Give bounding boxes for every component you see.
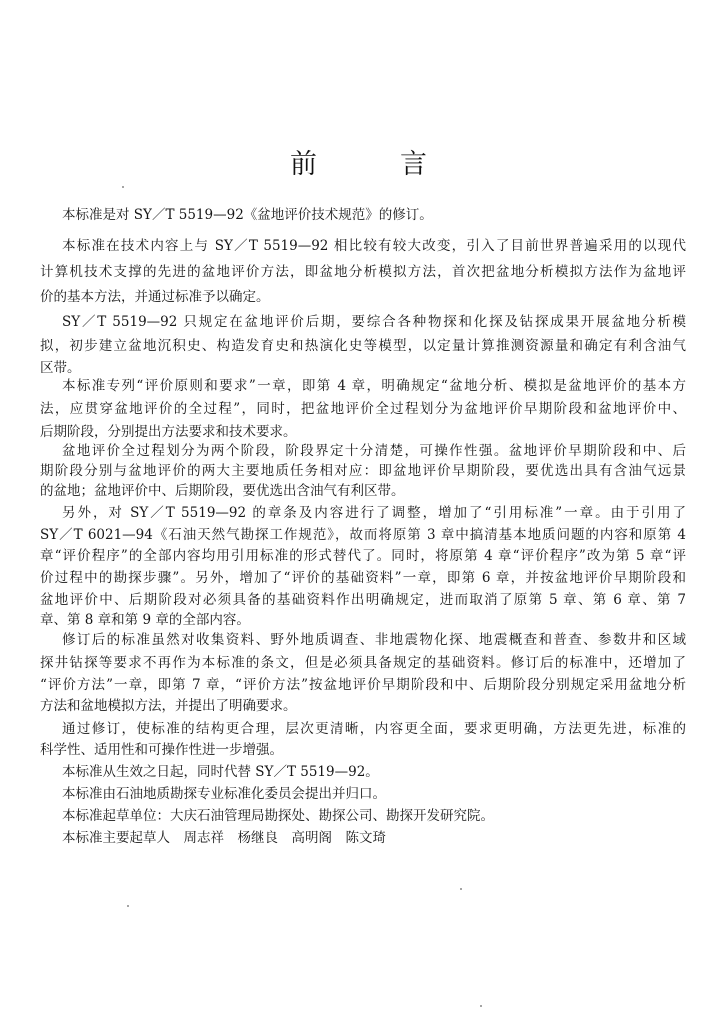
paragraph-line: 修订后的标准虽然对收集资料、野外地质调查、非地震物化探、地震概查和普查、参数井和区域	[62, 632, 686, 648]
paragraph-line: 另外，对 SY／T 5519—92 的章条及内容进行了调整，增加了“引用标准”一章。由于引用了	[62, 505, 686, 521]
paragraph-line: 本标准由石油地质勘探专业标准化委员会提出并归口。	[62, 786, 386, 802]
scan-speck	[460, 888, 462, 890]
paragraph-line: 价过程中的勘探步骤”。另外，增加了“评价的基础资料”一章，即第 6 章，并按盆地评价早期阶段和	[40, 570, 686, 586]
paragraph-line: 本标准从生效之日起，同时代替 SY／T 5519—92。	[62, 764, 379, 780]
paragraph-line: 章、第 8 章和第 9 章的全部内容。	[40, 612, 250, 628]
paragraph-line: 价的基本方法，并通过标准予以确定。	[40, 289, 270, 305]
title-char-2: 言	[400, 149, 427, 180]
paragraph-line: “评价方法”一章，即第 7 章，“评价方法”按盆地评价早期阶段和中、后期阶段分别规定采用盆地分析	[40, 677, 686, 693]
paragraph-line: SY／T 6021—94《石油天然气勘探工作规范》，故而将原第 3 章中搞清基本地质问题的内容和原第 4	[40, 527, 686, 543]
paragraph-line: 本标准是对 SY／T 5519—92《盆地评价技术规范》的修订。	[62, 207, 433, 223]
paragraph-line: 本标准在技术内容上与 SY／T 5519—92 相比较有较大改变，引入了目前世界普遍采用的以现代	[62, 238, 686, 254]
paragraph-line: 本标准起草单位：大庆石油管理局勘探处、勘探公司、勘探开发研究院。	[62, 808, 494, 824]
paragraph-line: 盆地评价中、后期阶段对必须具备的基础资料作出明确规定，进而取消了原第 5 章、第 6 章、第 7	[40, 592, 686, 608]
title-char-1: 前	[290, 149, 317, 180]
scan-speck	[122, 186, 124, 188]
paragraph-line: 区带。	[40, 360, 81, 376]
paragraph-line: 通过修订，使标准的结构更合理，层次更清晰，内容更全面，要求更明确，方法更先进，标准的	[62, 721, 686, 737]
paragraph-line: 方法和盆地模拟方法，并提出了明确要求。	[40, 698, 297, 714]
paragraph-line: 本标准专列“评价原则和要求”一章，即第 4 章，明确规定“盆地分析、模拟是盆地评价的基本方	[62, 378, 686, 394]
paragraph-line: 盆地评价全过程划分为两个阶段，阶段界定十分清楚，可操作性强。盆地评价早期阶段和中、后	[62, 443, 686, 459]
scan-speck	[127, 905, 129, 907]
paragraph-line: 拟，初步建立盆地沉积史、构造发育史和热演化史等模型，以定量计算推测资源量和确定有利含油气	[40, 338, 686, 354]
paragraph-line: 的盆地；盆地评价中、后期阶段，要优选出含油气有利区带。	[40, 483, 405, 499]
paragraph-line: 期阶段分别与盆地评价的两大主要地质任务相对应：即盆地评价早期阶段，要优选出具有含油气远景	[40, 463, 686, 479]
paragraph-line: 本标准主要起草人 周志祥 杨继良 高明阁 陈文琦	[62, 830, 386, 846]
paragraph-line: 后期阶段，分别提出方法要求和技术要求。	[40, 424, 297, 440]
paragraph-line: 法，应贯穿盆地评价的全过程”，同时，把盆地评价全过程划分为盆地评价早期阶段和盆地评价中、	[40, 401, 686, 417]
paragraph-line: 章“评价程序”的全部内容均用引用标准的形式替代了。同时，将原第 4 章“评价程序”改为第 5 章“评	[40, 548, 686, 564]
paragraph-line: 计算机技术支撑的先进的盆地评价方法，即盆地分析模拟方法，首次把盆地分析模拟方法作为盆地评	[40, 264, 686, 280]
paragraph-line: 探井钻探等要求不再作为本标准的条文，但是必须具备规定的基础资料。修订后的标准中，还增加了	[40, 655, 686, 671]
scan-speck	[480, 1005, 482, 1007]
paragraph-line: 科学性、适用性和可操作性进一步增强。	[40, 742, 283, 758]
paragraph-line: SY／T 5519—92 只规定在盆地评价后期，要综合各种物探和化探及钻探成果开展盆地分析模	[62, 314, 686, 330]
